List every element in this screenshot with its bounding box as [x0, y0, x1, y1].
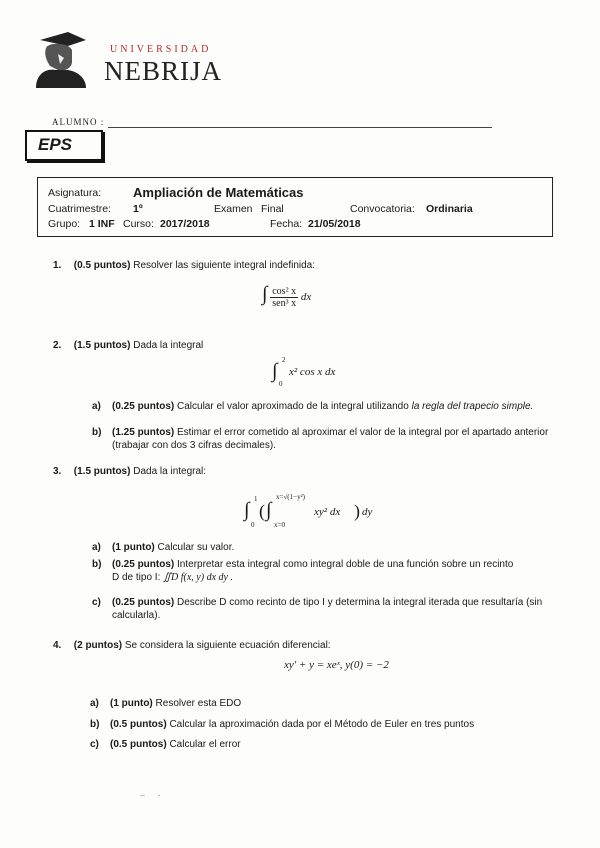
q3b-double-integral: ∬D f(x, y) dx dy . [163, 572, 233, 583]
q3-inner-upper: x=√(1−y²) [276, 493, 305, 501]
q2-upper-limit: 2 [282, 356, 286, 364]
part-text: Interpretar esta integral como integral doble de una función sobre un recinto [177, 559, 514, 570]
school-label: EPS [38, 135, 73, 154]
part-points: (0.25 puntos) [112, 597, 175, 608]
brand-name: NEBRIJA [104, 56, 223, 86]
part-letter: c) [92, 597, 101, 608]
year-value: 2017/2018 [160, 218, 210, 230]
q4-equation-text: xy′ + y = xeˣ, y(0) = −2 [284, 659, 389, 671]
part-points: (0.5 puntos) [110, 719, 167, 730]
question-text: Dada la integral [133, 340, 204, 351]
question-points: (2 puntos) [73, 640, 123, 651]
q1-numerator: cos² x [272, 285, 297, 297]
term-value: 1º [133, 203, 143, 215]
part-letter: b) [92, 427, 102, 438]
part-points: (0.5 puntos) [110, 739, 167, 750]
question-1 [53, 260, 315, 271]
question-number: 2. [53, 340, 62, 351]
exam-info-box [37, 177, 553, 237]
student-name-line[interactable] [108, 127, 492, 128]
question-2 [53, 340, 203, 351]
call-label: Convocatoria: [350, 203, 415, 215]
part-letter: a) [90, 698, 99, 709]
q1-dx: dx [300, 291, 312, 303]
q4-part-c [90, 738, 550, 752]
university-label: UNIVERSIDAD [110, 44, 212, 55]
subject-value: Ampliación de Matemáticas [133, 185, 304, 200]
q3-part-b [92, 558, 552, 588]
nebrija-portrait-icon [28, 30, 98, 90]
university-logo [28, 30, 228, 92]
q4-equation [284, 659, 389, 671]
part-text: Describe D como recinto de tipo I y determina la integral iterada que resultaría (sin calcularla). [112, 597, 543, 621]
q2-part-b [92, 426, 552, 452]
part-points: (1.25 puntos) [112, 427, 175, 438]
q2-lower-limit: 0 [279, 380, 283, 388]
part-text-line2: D de tipo I: [112, 572, 161, 583]
part-text: Estimar el error cometido al aproximar el valor de la integral por el apartado anterior (trabajar con dos 3 cifras decimales). [112, 427, 549, 451]
question-number: 1. [53, 260, 62, 271]
date-label: Fecha: [270, 218, 303, 230]
q2-integrand: x² cos x dx [289, 366, 336, 378]
group-value: 1 INF [89, 218, 115, 230]
question-4 [53, 640, 331, 651]
part-text: Calcular la aproximación dada por el Método de Euler en tres puntos [169, 719, 475, 730]
part-letter: a) [92, 401, 101, 412]
part-points: (0.25 puntos) [112, 401, 175, 412]
question-text: Resolver las siguiente integral indefinida: [133, 260, 316, 271]
q3-dy: dy [362, 506, 373, 518]
q3-part-a [92, 541, 542, 555]
student-label: ALUMNO : [52, 117, 105, 127]
part-points: (1 punto) [110, 698, 153, 709]
part-letter: b) [92, 559, 102, 570]
q3-outer-upper: 1 [254, 495, 258, 503]
part-text: Calcular su valor. [157, 542, 235, 553]
q4-part-b [90, 718, 550, 732]
part-letter: b) [90, 719, 100, 730]
date-value: 21/05/2018 [308, 218, 361, 230]
q3-inner-lower: x=0 [274, 521, 285, 529]
q2-formula: ∫ 2 0 x² cos x dx [272, 356, 336, 388]
q1-denominator: sen³ x [272, 297, 297, 309]
question-text: Se considera la siguiente ecuación diferencial: [124, 640, 331, 651]
q2-part-a [92, 400, 542, 426]
exam-label: Examen [214, 203, 253, 215]
term-label: Cuatrimestre: [48, 203, 112, 215]
call-value: Ordinaria [426, 203, 473, 215]
school-box [25, 130, 103, 161]
subject-label: Asignatura: [48, 187, 102, 199]
part-emphasis: la regla del trapecio simple. [411, 401, 534, 412]
question-3 [53, 466, 206, 477]
question-text: Dada la integral: [133, 466, 207, 477]
question-points: (1.5 puntos) [73, 466, 131, 477]
part-text: Calcular el valor aproximado de la integral utilizando [177, 401, 409, 412]
part-letter: a) [92, 542, 101, 553]
year-label: Curso: [123, 218, 154, 230]
q3-part-c [92, 596, 552, 624]
q1-formula: ∫ $\frac{\text{cos² x}}{\text{sen³ x}}$ dx [262, 283, 312, 309]
stray-mark: – - [140, 790, 161, 800]
q4-part-a [90, 697, 550, 711]
exam-value: Final [261, 203, 284, 215]
question-points: (1.5 puntos) [73, 340, 131, 351]
group-label: Grupo: [48, 218, 81, 230]
part-text: Resolver esta EDO [155, 698, 242, 709]
part-letter: c) [90, 739, 99, 750]
q3-outer-lower: 0 [251, 521, 255, 529]
q3-integrand: xy² dx [314, 506, 341, 518]
question-number: 4. [53, 640, 62, 651]
question-points: (0.5 puntos) [73, 260, 131, 271]
part-points: (0.25 puntos) [112, 559, 175, 570]
part-text: Calcular el error [169, 739, 241, 750]
q3-formula: ∫ 1 0 ( ∫ x=√(1−y²) x=0 xy² dx ) dy [244, 493, 373, 529]
question-number: 3. [53, 466, 62, 477]
part-points: (1 punto) [112, 542, 155, 553]
